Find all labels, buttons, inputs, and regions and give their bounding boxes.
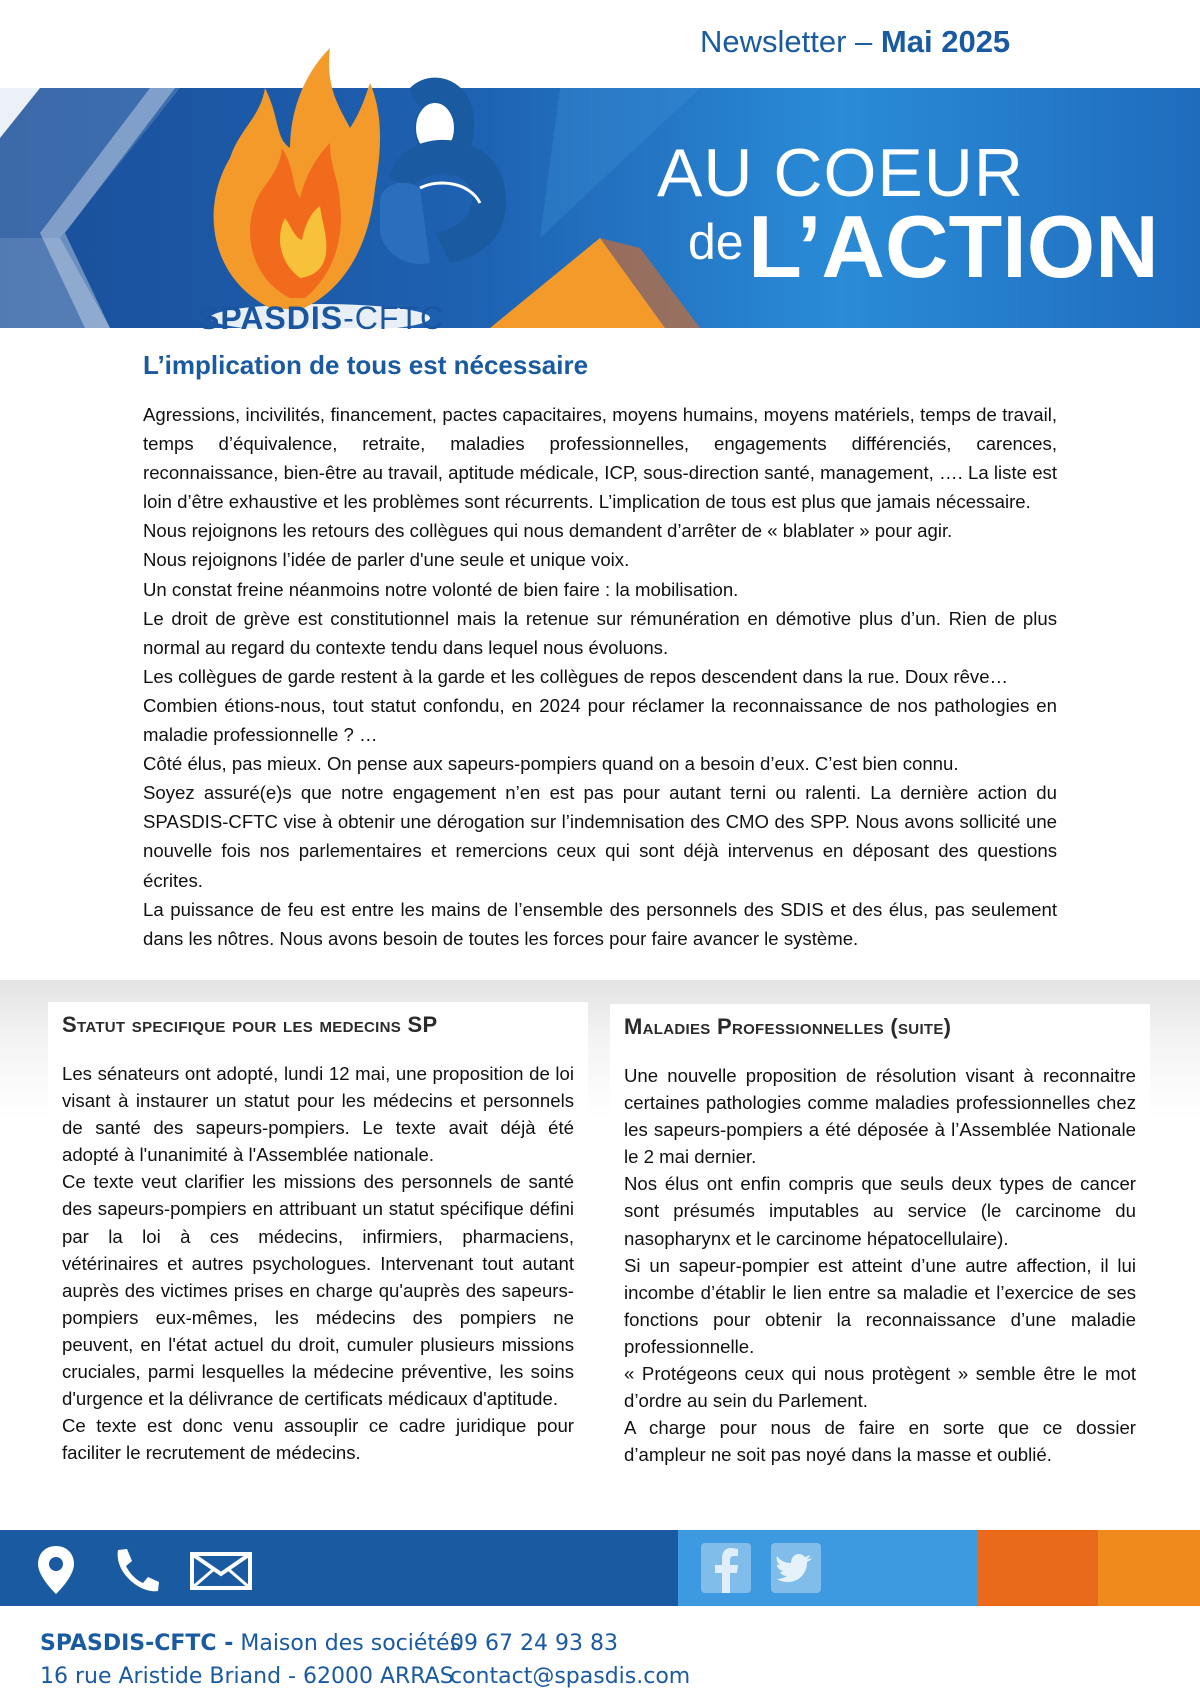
card-paragraph: Si un sapeur-pompier est atteint d’une autre affection, il lui incombe d’établir le lien entre sa maladie et l’exercice de ses fonctions pour obtenir la reconnaissance d’une maladie professionnelle.	[624, 1254, 1136, 1357]
footer-phone[interactable]: 09 67 24 93 83	[450, 1631, 618, 1656]
banner-title-action: L’ACTION	[748, 197, 1159, 296]
card-title: Statut specifique pour les medecins SP	[62, 1012, 438, 1037]
article-card-statut-medecins	[48, 1002, 588, 1492]
footer-bar	[0, 1530, 1200, 1606]
facebook-icon[interactable]	[700, 1542, 752, 1594]
footer-bar-orange-accent	[1098, 1530, 1200, 1606]
article-card-maladies-professionnelles	[610, 1004, 1150, 1494]
card-paragraph: Une nouvelle proposition de résolution visant à reconnaitre certaines pathologies comme maladies professionnelles chez les sapeurs-pompiers a été déposée à l’Assemblée Nationale le 2 mai dernier.	[624, 1065, 1136, 1168]
main-section-title: L’implication de tous est nécessaire	[143, 350, 589, 380]
card-title: Maladies Professionnelles (suite)	[624, 1014, 952, 1039]
card-paragraph: Les sénateurs ont adopté, lundi 12 mai, une proposition de loi visant à instaurer un statut pour les médecins et personnels de santé des sapeurs-pompiers. Le texte avait déjà été adopté à l'unanimité à l'Assemblée nationale.	[62, 1063, 574, 1166]
phone-icon[interactable]	[110, 1546, 160, 1594]
main-paragraph: Soyez assuré(e)s que notre engagement n’en est pas pour autant terni ou ralenti. La dernière action du SPASDIS-CFTC vise à obtenir une dérogation sur l’indemnisation des CMO des SPP. Nous avons sollicité une nouvelle fois nos parlementaires et remercions ceux qui sont déjà intervenus en déposant des questions écrites.	[143, 782, 1057, 891]
card-paragraph: Ce texte veut clarifier les missions des personnels de santé des sapeurs-pompiers en attribuant un statut spécifique défini par la loi à ces médecins, infirmiers, pharmaciens, vétérinaires et autres psychologues. Intervenant tout autant auprès des victimes prises en charge qu'auprès des sapeurs-pompiers eux-mêmes, les médecins des pompiers ne peuvent, en l'état actuel du droit, cumuler plusieurs missions cruciales, parmi lesquelles la médecine préventive, les soins d'urgence et la délivrance de certificats médicaux d'aptitude.	[62, 1171, 574, 1410]
main-paragraph: Nous rejoignons les retours des collègues qui nous demandent d’arrêter de « blablater » pour agir.	[143, 520, 953, 542]
footer-address-block	[40, 1627, 461, 1693]
main-paragraph: Nous rejoignons l’idée de parler d'une seule et unique voix.	[143, 549, 630, 571]
banner-title-de: de	[688, 214, 744, 270]
card-body	[624, 1062, 1136, 1468]
card-paragraph: Nos élus ont enfin compris que seuls deux types de cancer sont présumés imputables au service (le carcinome du nasopharynx et le carcinome hépatocellulaire).	[624, 1173, 1136, 1249]
main-article-body	[143, 400, 1057, 953]
footer-address: 16 rue Aristide Briand - 62000 ARRAS	[40, 1664, 454, 1689]
card-body	[62, 1060, 574, 1466]
main-paragraph: La puissance de feu est entre les mains de l’ensemble des personnels des SDIS et des élus, pas seulement dans les nôtres. Nous avons besoin de toutes les forces pour faire avancer le système.	[143, 898, 1057, 949]
newsletter-month: Mai 2025	[880, 24, 1011, 59]
footer-contact-block	[450, 1627, 690, 1693]
main-paragraph: Côté élus, pas mieux. On pense aux sapeurs-pompiers quand on a besoin d’eux. C’est bien connu.	[143, 753, 959, 775]
main-paragraph: Combien étions-nous, tout statut confondu, en 2024 pour réclamer la reconnaissance de nos pathologies en maladie professionnelle ? …	[143, 694, 1057, 746]
location-pin-icon[interactable]	[36, 1544, 76, 1596]
footer-org-place: Maison des sociétés	[240, 1631, 462, 1656]
main-paragraph: Les collègues de garde restent à la garde et les collègues de repos descendent dans la rue. Doux rêve…	[143, 665, 1009, 687]
brand-name	[198, 300, 444, 337]
newsletter-header	[700, 24, 1100, 60]
brand-spasdis: SPASDIS	[198, 300, 344, 336]
banner-title-line2	[688, 196, 1159, 298]
brand-cftc: -CFTC	[343, 300, 445, 336]
newsletter-label: Newsletter –	[700, 24, 873, 59]
twitter-icon[interactable]	[770, 1542, 822, 1594]
card-paragraph: Ce texte est donc venu assouplir ce cadre juridique pour faciliter le recrutement de médecins.	[62, 1415, 574, 1464]
card-paragraph: « Protégeons ceux qui nous protègent » semble être le mot d’ordre au sein du Parlement.	[624, 1363, 1136, 1412]
main-paragraph: Agressions, incivilités, financement, pactes capacitaires, moyens humains, moyens matériels, temps de travail, temps d’équivalence, retraite, maladies professionnelles, engagements différenciés, carences, reconnaissance, bien-être au travail, aptitude médicale, ICP, sous-direction santé, management, …. La liste est loin d’être exhaustive et les problèmes sont récurrents. L’implication de tous est plus que jamais nécessaire.	[143, 404, 1057, 513]
footer-email[interactable]: contact@spasdis.com	[450, 1664, 691, 1689]
card-paragraph: A charge pour nous de faire en sorte que ce dossier d’ampleur ne soit pas noyé dans la masse et oublié.	[624, 1417, 1136, 1466]
banner-title-line1: AU COEUR	[657, 135, 1024, 211]
footer-org-line	[40, 1627, 461, 1660]
footer-org-name: SPASDIS-CFTC -	[40, 1631, 234, 1656]
main-paragraph: Le droit de grève est constitutionnel mais la retenue sur rémunération en démotive plus d’un. Rien de plus normal au regard du contexte tendu dans lequel nous évoluons.	[143, 607, 1057, 658]
main-paragraph: Un constat freine néanmoins notre volonté de bien faire : la mobilisation.	[143, 578, 739, 600]
footer-bar-blue	[0, 1530, 678, 1606]
mail-icon[interactable]	[190, 1552, 252, 1590]
